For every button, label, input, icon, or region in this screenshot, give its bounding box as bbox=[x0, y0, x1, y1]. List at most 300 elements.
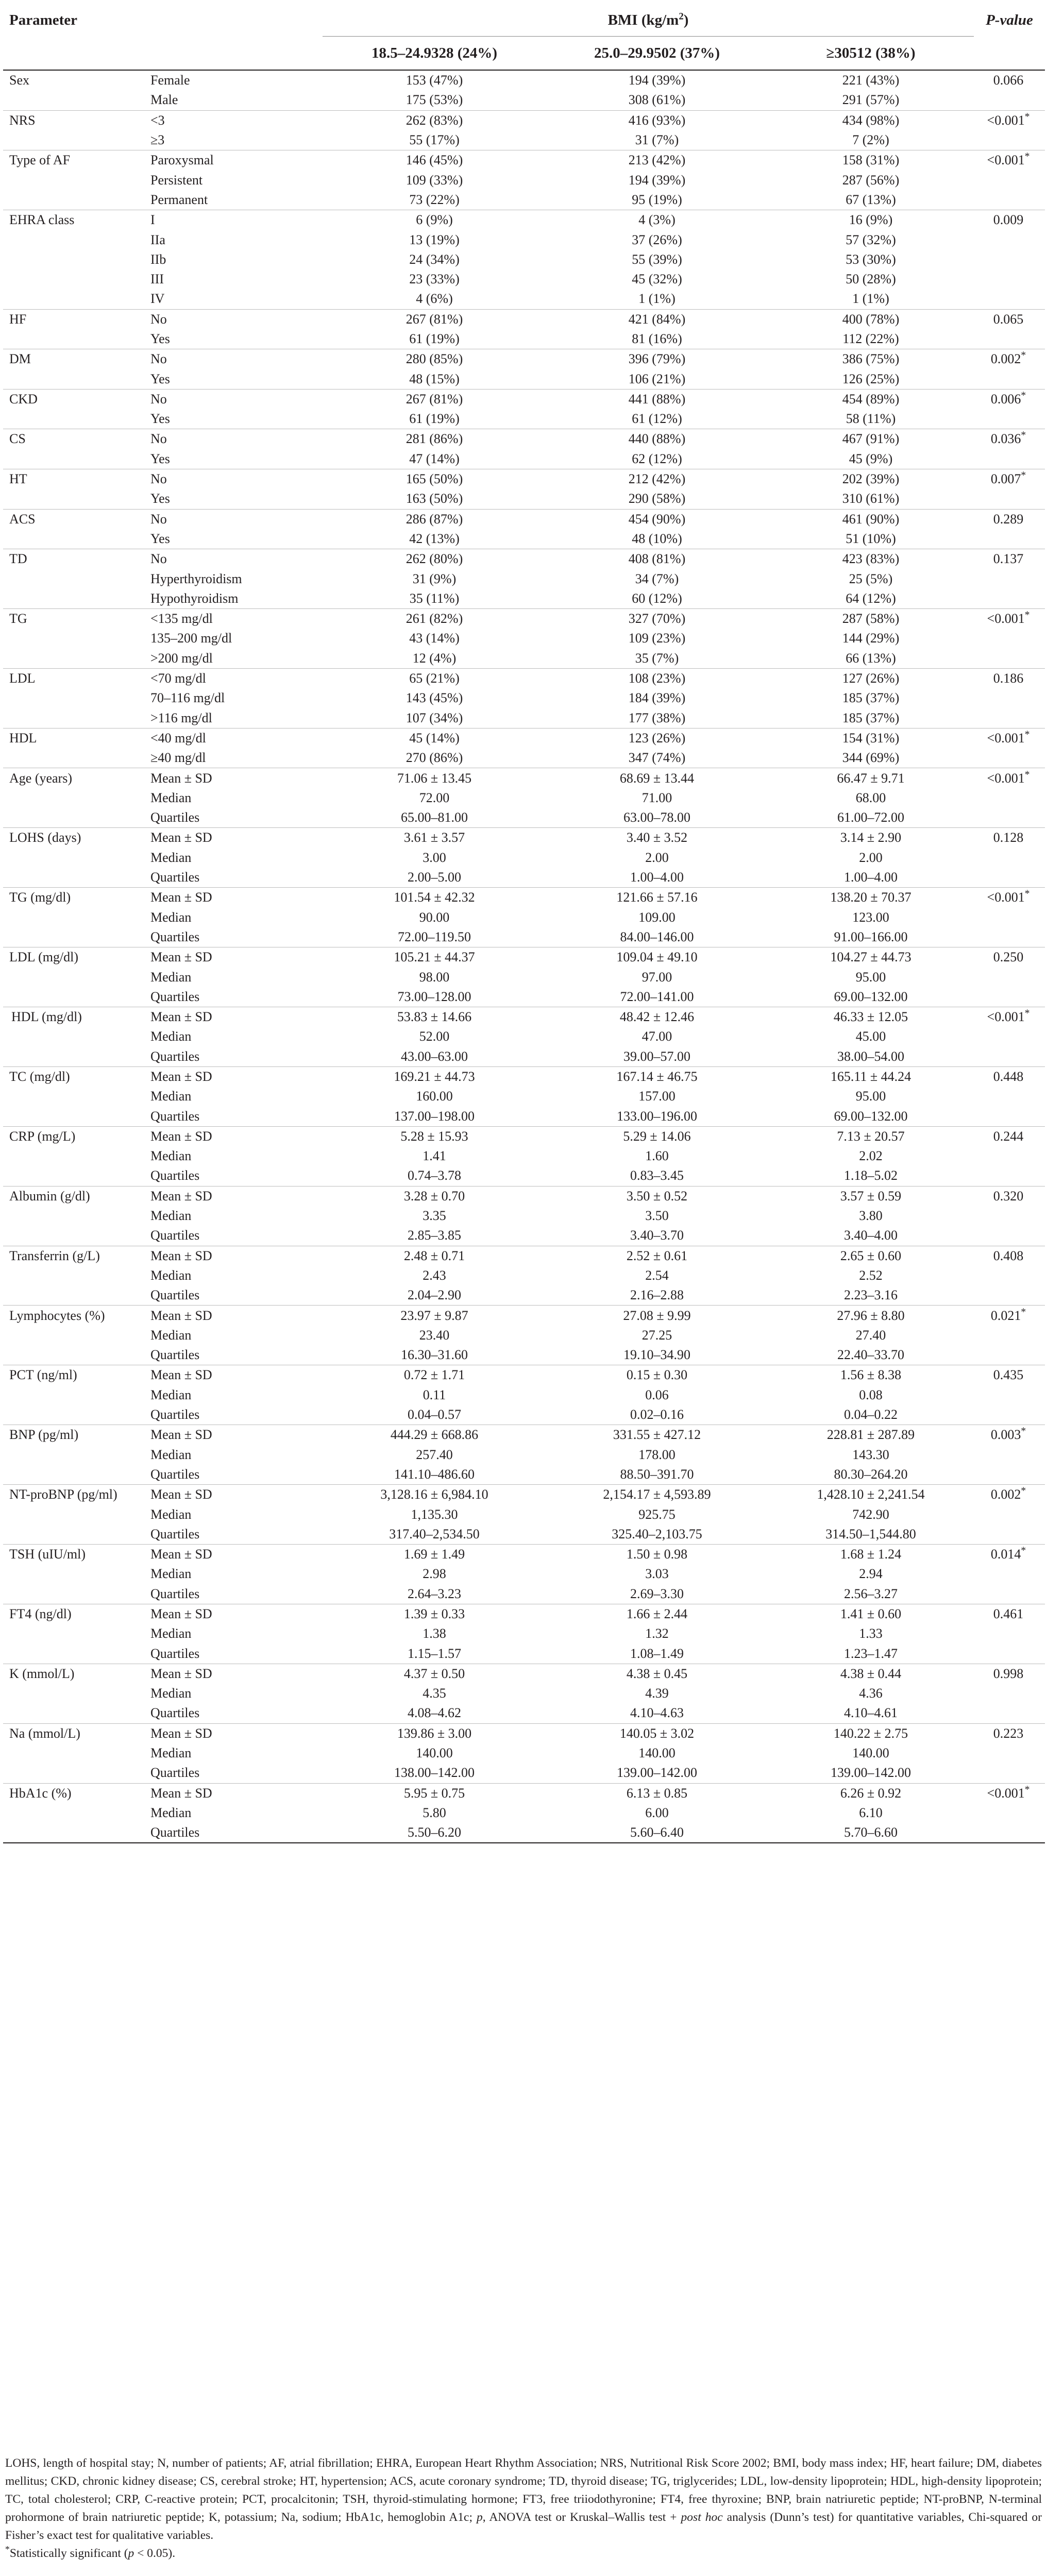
subcategory-cell: ≥40 mg/dl bbox=[150, 750, 206, 766]
group-obese-cell: 454 (89%) bbox=[768, 389, 974, 409]
p-value-cell bbox=[974, 429, 1045, 449]
subcategory-cell: IIa bbox=[150, 232, 165, 247]
group-obese-cell: 50 (28%) bbox=[846, 272, 896, 287]
significance-marker: * bbox=[1021, 1485, 1026, 1497]
subcategory-cell: Mean ± SD bbox=[148, 1365, 323, 1385]
group-obese-cell: 38.00–54.00 bbox=[837, 1048, 904, 1064]
table-row bbox=[3, 90, 1045, 110]
group-normal-cell: 105.21 ± 44.37 bbox=[323, 947, 546, 968]
parameter-header: Parameter bbox=[9, 11, 78, 28]
group-normal-cell: 65 (21%) bbox=[323, 668, 546, 688]
table-row bbox=[3, 1345, 1045, 1365]
parameter-cell bbox=[3, 1027, 148, 1046]
group-obese-cell: 185 (37%) bbox=[842, 690, 900, 706]
group-normal-cell: 160.00 bbox=[416, 1089, 453, 1104]
table-row bbox=[3, 668, 1045, 688]
parameter-cell: CRP (mg/L) bbox=[3, 1126, 148, 1146]
subcategory-cell: Median bbox=[150, 1506, 192, 1522]
group-normal-cell: 61 (19%) bbox=[409, 331, 460, 346]
p-value-text: 0.137 bbox=[993, 551, 1024, 567]
group-overweight-cell: 6.00 bbox=[645, 1805, 669, 1820]
parameter-cell bbox=[3, 1703, 148, 1723]
subcategory-cell: Quartiles bbox=[150, 1108, 200, 1124]
group-obese-cell: 386 (75%) bbox=[768, 349, 974, 369]
group-header-normal: 18.5–24.9328 (24%) bbox=[323, 37, 546, 71]
group-obese-cell: 67 (13%) bbox=[846, 192, 896, 207]
parameter-cell bbox=[3, 1643, 148, 1664]
p-value-cell bbox=[974, 190, 1045, 210]
p-value-cell bbox=[974, 1226, 1045, 1246]
group-normal-cell: 175 (53%) bbox=[406, 92, 463, 108]
group-overweight-cell: 178.00 bbox=[638, 1447, 676, 1462]
group-obese-cell: 7.13 ± 20.57 bbox=[768, 1126, 974, 1146]
table-body bbox=[3, 70, 1045, 1843]
table-row bbox=[3, 409, 1045, 429]
p-value-cell bbox=[974, 1485, 1045, 1505]
p-value-cell bbox=[974, 1584, 1045, 1604]
table-row bbox=[3, 1783, 1045, 1803]
table-row bbox=[3, 1465, 1045, 1485]
group-normal-cell: 169.21 ± 44.73 bbox=[323, 1066, 546, 1087]
p-value-cell bbox=[974, 1743, 1045, 1763]
p-value-text: 0.250 bbox=[993, 950, 1024, 965]
table-row bbox=[3, 828, 1045, 848]
subcategory-cell: <3 bbox=[148, 110, 323, 130]
group-normal-cell: 23 (33%) bbox=[409, 272, 460, 287]
group-obese-cell: 221 (43%) bbox=[842, 73, 900, 88]
group-obese-cell: 2.94 bbox=[859, 1566, 883, 1582]
group-obese-cell: 66.47 ± 9.71 bbox=[768, 768, 974, 788]
group-overweight-cell: 37 (26%) bbox=[632, 232, 682, 247]
significance-marker: * bbox=[1024, 769, 1030, 780]
p-value-cell bbox=[974, 110, 1045, 130]
group-overweight-cell: 27.08 ± 9.99 bbox=[546, 1306, 768, 1326]
table-footnote bbox=[5, 2454, 1042, 2563]
group-normal-cell: 140.00 bbox=[416, 1745, 453, 1761]
group-overweight-cell: 140.00 bbox=[638, 1745, 676, 1761]
significance-marker: * bbox=[1024, 888, 1030, 900]
subcategory-cell: Mean ± SD bbox=[148, 1066, 323, 1087]
group-normal-cell: 107 (34%) bbox=[406, 710, 463, 725]
group-obese-cell: 45 (9%) bbox=[849, 451, 893, 466]
group-obese-cell: 228.81 ± 287.89 bbox=[768, 1425, 974, 1445]
group-obese-cell: 138.20 ± 70.37 bbox=[768, 888, 974, 908]
group-normal-cell: 262 (83%) bbox=[323, 110, 546, 130]
significance-marker: * bbox=[1021, 1306, 1026, 1317]
parameter-cell: PCT (ng/ml) bbox=[3, 1365, 148, 1385]
group-normal-cell: 35 (11%) bbox=[409, 590, 460, 606]
parameter-cell bbox=[3, 708, 148, 728]
table-row bbox=[3, 1047, 1045, 1067]
group-normal-cell: 5.50–6.20 bbox=[323, 1823, 546, 1843]
p-value-text: <0.001 bbox=[987, 1009, 1025, 1025]
parameter-cell: Age (years) bbox=[3, 768, 148, 788]
table-row bbox=[3, 768, 1045, 788]
p-value-text: 0.435 bbox=[993, 1367, 1024, 1383]
subcategory-cell: Median bbox=[150, 969, 192, 985]
group-normal-cell: 23.40 bbox=[419, 1327, 450, 1343]
group-overweight-cell: 97.00 bbox=[641, 969, 672, 985]
p-value-cell bbox=[974, 1684, 1045, 1703]
group-normal-cell: 317.40–2,534.50 bbox=[389, 1526, 480, 1541]
parameter-cell bbox=[3, 748, 148, 768]
p-value-cell bbox=[974, 927, 1045, 947]
subcategory-cell: Median bbox=[150, 850, 192, 865]
p-value-text: <0.001 bbox=[987, 112, 1025, 128]
group-obese-cell: 140.00 bbox=[852, 1745, 889, 1761]
subcategory-cell: No bbox=[148, 509, 323, 529]
p-value-text: 0.007 bbox=[990, 471, 1021, 487]
group-overweight-cell: 108 (23%) bbox=[546, 668, 768, 688]
group-overweight-cell: 109.00 bbox=[638, 909, 676, 925]
subcategory-cell: Quartiles bbox=[150, 1407, 200, 1422]
subcategory-cell: Hyperthyroidism bbox=[150, 571, 242, 586]
table-row bbox=[3, 250, 1045, 269]
subcategory-cell: Median bbox=[150, 1626, 192, 1641]
p-value-cell bbox=[974, 1146, 1045, 1166]
subcategory-cell: Median bbox=[150, 1447, 192, 1462]
parameter-cell: HDL bbox=[3, 728, 148, 748]
significance-marker: * bbox=[1024, 1784, 1030, 1795]
parameter-cell bbox=[3, 569, 148, 588]
parameter-cell bbox=[3, 1405, 148, 1425]
subcategory-cell: Median bbox=[150, 1327, 192, 1343]
group-normal-cell: 5.95 ± 0.75 bbox=[323, 1783, 546, 1803]
parameter-cell: ACS bbox=[3, 509, 148, 529]
table-row bbox=[3, 708, 1045, 728]
p-value-text: 0.006 bbox=[990, 391, 1021, 406]
p-value-cell bbox=[974, 469, 1045, 489]
subcategory-cell: Yes bbox=[150, 451, 170, 466]
table-row bbox=[3, 389, 1045, 409]
parameter-cell bbox=[3, 868, 148, 888]
p-value-cell bbox=[974, 768, 1045, 788]
group-normal-cell: 4.37 ± 0.50 bbox=[323, 1664, 546, 1684]
table-row bbox=[3, 569, 1045, 588]
table-row bbox=[3, 1066, 1045, 1087]
group-obese-cell: 16 (9%) bbox=[768, 210, 974, 230]
significance-text: Statistically significant ( bbox=[9, 2547, 128, 2560]
group-overweight-cell: 1 (1%) bbox=[638, 291, 676, 307]
table-row bbox=[3, 1703, 1045, 1723]
group-obese-cell: 22.40–33.70 bbox=[837, 1347, 904, 1363]
group-overweight-cell: 2.00 bbox=[645, 850, 669, 865]
group-overweight-cell: 62 (12%) bbox=[632, 451, 682, 466]
group-overweight-cell: 0.02–0.16 bbox=[630, 1407, 684, 1422]
parameter-cell bbox=[3, 1146, 148, 1166]
group-overweight-cell: 95 (19%) bbox=[632, 192, 682, 207]
group-obese-cell: 423 (83%) bbox=[768, 549, 974, 569]
parameter-cell bbox=[3, 449, 148, 469]
group-normal-cell: 90.00 bbox=[419, 909, 450, 925]
parameter-cell bbox=[3, 1206, 148, 1226]
group-normal-cell: 45 (14%) bbox=[323, 728, 546, 748]
group-normal-cell: 52.00 bbox=[419, 1029, 450, 1044]
subcategory-cell: Mean ± SD bbox=[148, 1246, 323, 1266]
table-row bbox=[3, 1643, 1045, 1664]
group-overweight-cell: 133.00–196.00 bbox=[617, 1108, 697, 1124]
group-obese-cell: 123.00 bbox=[852, 909, 889, 925]
group-overweight-cell: 60 (12%) bbox=[632, 590, 682, 606]
p-value-text: 0.065 bbox=[993, 311, 1024, 327]
subcategory-cell: Yes bbox=[150, 411, 170, 427]
group-normal-cell: 43.00–63.00 bbox=[401, 1048, 468, 1064]
table-row bbox=[3, 1405, 1045, 1425]
subcategory-cell: Mean ± SD bbox=[148, 888, 323, 908]
group-normal-cell: 72.00–119.50 bbox=[397, 929, 471, 944]
subcategory-cell: No bbox=[148, 349, 323, 369]
subcategory-cell: Median bbox=[150, 790, 192, 805]
parameter-cell bbox=[3, 649, 148, 669]
group-obese-cell: 4.36 bbox=[859, 1686, 883, 1701]
group-overweight-cell: 325.40–2,103.75 bbox=[612, 1526, 702, 1541]
subcategory-cell: Yes bbox=[150, 331, 170, 346]
p-value-cell bbox=[974, 1206, 1045, 1226]
p-value-text: 0.009 bbox=[993, 212, 1024, 228]
group-overweight-cell: 140.05 ± 3.02 bbox=[546, 1723, 768, 1743]
parameter-cell bbox=[3, 1106, 148, 1126]
table-row bbox=[3, 429, 1045, 449]
subcategory-cell: Quartiles bbox=[150, 1586, 200, 1601]
parameter-cell bbox=[3, 130, 148, 150]
subcategory-cell: Quartiles bbox=[150, 1646, 200, 1661]
group-overweight-cell: 347 (74%) bbox=[628, 750, 686, 766]
significance-marker: * bbox=[1024, 609, 1030, 621]
group-overweight-cell: 0.83–3.45 bbox=[630, 1168, 684, 1183]
parameter-cell bbox=[3, 230, 148, 249]
subcategory-cell: Quartiles bbox=[150, 1347, 200, 1363]
group-obese-cell: 3.80 bbox=[859, 1208, 883, 1224]
p-value-cell bbox=[974, 1544, 1045, 1564]
group-obese-cell: 126 (25%) bbox=[842, 371, 900, 386]
group-obese-cell: 112 (22%) bbox=[842, 331, 899, 346]
group-overweight-cell: 68.69 ± 13.44 bbox=[546, 768, 768, 788]
bmi-header-label: BMI (kg/m bbox=[607, 11, 679, 28]
parameter-cell: CS bbox=[3, 429, 148, 449]
p-value-text: 0.002 bbox=[990, 1487, 1021, 1502]
abbreviations-text-a: LOHS, length of hospital stay; N, number of patients; AF, atrial fibrillation; EHRA, European Heart Rhythm Association; NRS, Nutritional Risk Score 2002; BMI, body mass index; HF, heart failure; DM, diabetes mellitus; CKD, chronic kidney disease; CS, cerebral stroke; HT, hypertension; ACS, acute coronary syndrome; TD, thyroid disease; TG, triglycerides; LDL, low-density lipoprotein; HDL, high-density lipoprotein; TC, total cholesterol; CRP, C-reactive protein; PCT, procalcitonin; TSH, thyroid-stimulating hormone; FT3, free triiodothyronine; FT4, free thyroxine; BNP, brain natriuretic peptide; NT-proBNP, N-terminal prohormone of brain natriuretic peptide; K, potassium; Na, sodium; HbA1c, hemoglobin A1c; bbox=[5, 2456, 1042, 2524]
parameter-cell: TG (mg/dl) bbox=[3, 888, 148, 908]
group-overweight-cell: 441 (88%) bbox=[546, 389, 768, 409]
group-obese-cell: 80.30–264.20 bbox=[834, 1466, 908, 1482]
group-obese-cell: 0.08 bbox=[859, 1387, 883, 1402]
group-normal-cell: 13 (19%) bbox=[409, 232, 460, 247]
group-overweight-cell: 5.60–6.40 bbox=[546, 1823, 768, 1843]
subcategory-cell: Mean ± SD bbox=[148, 1007, 323, 1027]
subcategory-cell: Yes bbox=[150, 371, 170, 386]
group-normal-cell: 3.35 bbox=[423, 1208, 446, 1224]
table-row bbox=[3, 629, 1045, 648]
table-row bbox=[3, 1007, 1045, 1027]
table-row bbox=[3, 1027, 1045, 1046]
group-overweight-cell: 2.54 bbox=[645, 1267, 669, 1283]
group-overweight-cell: 327 (70%) bbox=[546, 609, 768, 629]
group-obese-cell: 314.50–1,544.80 bbox=[825, 1526, 916, 1541]
group-normal-cell: 16.30–31.60 bbox=[401, 1347, 468, 1363]
group-obese-cell: 165.11 ± 44.24 bbox=[768, 1066, 974, 1087]
group-obese-cell: 287 (56%) bbox=[842, 172, 900, 188]
table-row bbox=[3, 289, 1045, 309]
p-value-cell bbox=[974, 728, 1045, 748]
subcategory-cell: I bbox=[148, 210, 323, 230]
subcategory-cell: 135–200 mg/dl bbox=[150, 631, 232, 646]
group-normal-cell: 2.43 bbox=[423, 1267, 446, 1283]
group-overweight-cell: 31 (7%) bbox=[635, 132, 679, 148]
group-normal-cell: 0.72 ± 1.71 bbox=[323, 1365, 546, 1385]
subcategory-cell: Quartiles bbox=[150, 1526, 200, 1541]
p-value-cell bbox=[974, 1643, 1045, 1664]
p-value-text: 0.014 bbox=[990, 1547, 1021, 1562]
parameter-cell bbox=[3, 1624, 148, 1643]
p-value-cell bbox=[974, 1246, 1045, 1266]
p-value-text: 0.128 bbox=[993, 830, 1024, 845]
group-overweight-cell: 0.15 ± 0.30 bbox=[546, 1365, 768, 1385]
p-value-text: 0.448 bbox=[993, 1069, 1024, 1084]
p-value-cell bbox=[974, 170, 1045, 190]
parameter-cell bbox=[3, 1226, 148, 1246]
group-obese-cell: 400 (78%) bbox=[768, 309, 974, 329]
group-overweight-cell: 194 (39%) bbox=[628, 73, 686, 88]
group-normal-cell: 5.28 ± 15.93 bbox=[323, 1126, 546, 1146]
subcategory-cell: >200 mg/dl bbox=[150, 650, 213, 666]
group-overweight-cell: 123 (26%) bbox=[546, 728, 768, 748]
p-value-cell bbox=[974, 1365, 1045, 1385]
subcategory-cell: Yes bbox=[150, 491, 170, 506]
group-overweight-cell: 194 (39%) bbox=[628, 172, 686, 188]
subcategory-cell: IV bbox=[150, 291, 165, 307]
parameter-cell bbox=[3, 250, 148, 269]
group-obese-cell: 45.00 bbox=[855, 1029, 886, 1044]
group-overweight-cell: 3.50 ± 0.52 bbox=[546, 1186, 768, 1206]
group-overweight-cell: 3.50 bbox=[645, 1208, 669, 1224]
p-value-cell bbox=[974, 609, 1045, 629]
header-blank-3 bbox=[974, 37, 1045, 71]
subcategory-cell: <70 mg/dl bbox=[148, 668, 323, 688]
parameter-cell: HF bbox=[3, 309, 148, 329]
group-obese-cell: 1.68 ± 1.24 bbox=[768, 1544, 974, 1564]
table-row bbox=[3, 329, 1045, 349]
p-value-cell bbox=[974, 369, 1045, 389]
table-row bbox=[3, 1445, 1045, 1464]
subcategory-cell: Median bbox=[150, 1566, 192, 1582]
group-normal-cell: 1.69 ± 1.49 bbox=[323, 1544, 546, 1564]
table-row bbox=[3, 1126, 1045, 1146]
p-value-text: 0.186 bbox=[993, 671, 1024, 686]
group-overweight-cell: 1.60 bbox=[645, 1148, 669, 1164]
group-obese-cell: 2.02 bbox=[859, 1148, 883, 1164]
group-obese-cell: 46.33 ± 12.05 bbox=[768, 1007, 974, 1027]
group-overweight-cell: 6.13 ± 0.85 bbox=[546, 1783, 768, 1803]
significance-p-letter: p bbox=[128, 2547, 134, 2560]
table-row bbox=[3, 1306, 1045, 1326]
group-overweight-cell: 213 (42%) bbox=[546, 150, 768, 171]
group-obese-cell: 467 (91%) bbox=[768, 429, 974, 449]
significance-marker: * bbox=[1024, 1008, 1030, 1019]
group-normal-cell: 72.00 bbox=[419, 790, 450, 805]
table-row bbox=[3, 1564, 1045, 1584]
parameter-cell bbox=[3, 1684, 148, 1703]
group-normal-cell: 137.00–198.00 bbox=[394, 1108, 475, 1124]
table-row bbox=[3, 469, 1045, 489]
group-overweight-cell: 1.66 ± 2.44 bbox=[546, 1604, 768, 1624]
table-row bbox=[3, 349, 1045, 369]
table-row bbox=[3, 230, 1045, 249]
group-normal-cell: 2.04–2.90 bbox=[408, 1287, 461, 1303]
table-header bbox=[3, 4, 1045, 70]
p-value-cell bbox=[974, 649, 1045, 669]
table-row bbox=[3, 987, 1045, 1007]
parameter-cell bbox=[3, 1047, 148, 1067]
group-overweight-cell: 61 (12%) bbox=[632, 411, 682, 427]
p-value-cell bbox=[974, 1285, 1045, 1306]
subcategory-cell: Quartiles bbox=[150, 1048, 200, 1064]
subcategory-cell: Quartiles bbox=[150, 989, 200, 1004]
group-obese-cell: 68.00 bbox=[855, 790, 886, 805]
table-row bbox=[3, 688, 1045, 708]
subcategory-cell: Median bbox=[150, 1148, 192, 1164]
parameter-cell: BNP (pg/ml) bbox=[3, 1425, 148, 1445]
significance-note bbox=[5, 2545, 1042, 2563]
group-normal-cell: 47 (14%) bbox=[409, 451, 460, 466]
p-value-cell bbox=[974, 1087, 1045, 1106]
table-row bbox=[3, 1326, 1045, 1345]
subcategory-cell: Permanent bbox=[150, 192, 208, 207]
p-value-text: 0.223 bbox=[993, 1725, 1024, 1741]
p-value-cell bbox=[974, 1524, 1045, 1545]
p-value-text: <0.001 bbox=[987, 1785, 1025, 1801]
p-value-cell bbox=[974, 1564, 1045, 1584]
bmi-header-superscript: 2 bbox=[679, 10, 684, 22]
group-obese-cell: 127 (26%) bbox=[768, 668, 974, 688]
group-obese-cell: 1.41 ± 0.60 bbox=[768, 1604, 974, 1624]
p-value-text: 0.244 bbox=[993, 1128, 1024, 1144]
group-overweight-cell: 421 (84%) bbox=[546, 309, 768, 329]
p-value-cell bbox=[974, 1803, 1045, 1823]
group-overweight-cell: 35 (7%) bbox=[635, 650, 679, 666]
group-normal-cell: 267 (81%) bbox=[323, 389, 546, 409]
group-obese-cell: 1,428.10 ± 2,241.54 bbox=[768, 1485, 974, 1505]
p-value-header bbox=[974, 4, 1045, 37]
table-row bbox=[3, 868, 1045, 888]
p-value-cell bbox=[974, 569, 1045, 588]
p-value-text: 0.036 bbox=[990, 431, 1021, 447]
parameter-cell bbox=[3, 1465, 148, 1485]
table-row bbox=[3, 509, 1045, 529]
group-obese-cell: 2.00 bbox=[859, 850, 883, 865]
p-value-cell bbox=[974, 907, 1045, 927]
group-overweight-cell: 19.10–34.90 bbox=[623, 1347, 690, 1363]
table-row bbox=[3, 888, 1045, 908]
significance-marker: * bbox=[1024, 151, 1030, 162]
subcategory-cell: Median bbox=[150, 1208, 192, 1224]
group-header-obese: ≥30512 (38%) bbox=[768, 37, 974, 71]
group-overweight-cell: 177 (38%) bbox=[628, 710, 686, 725]
group-overweight-cell: 0.06 bbox=[645, 1387, 669, 1402]
group-obese-cell: 202 (39%) bbox=[768, 469, 974, 489]
group-obese-cell: 287 (58%) bbox=[768, 609, 974, 629]
subcategory-cell: Median bbox=[150, 1029, 192, 1044]
group-overweight-cell: 4.39 bbox=[645, 1686, 669, 1701]
group-overweight-cell: 1.08–1.49 bbox=[630, 1646, 684, 1661]
group-normal-cell: 444.29 ± 668.86 bbox=[323, 1425, 546, 1445]
parameter-cell bbox=[3, 1823, 148, 1843]
table-row bbox=[3, 1385, 1045, 1405]
group-obese-cell: 95.00 bbox=[855, 1089, 886, 1104]
parameter-cell: TC (mg/dl) bbox=[3, 1066, 148, 1087]
subcategory-cell: Quartiles bbox=[150, 1466, 200, 1482]
group-overweight-cell: 2.16–2.88 bbox=[630, 1287, 684, 1303]
table-row bbox=[3, 130, 1045, 150]
